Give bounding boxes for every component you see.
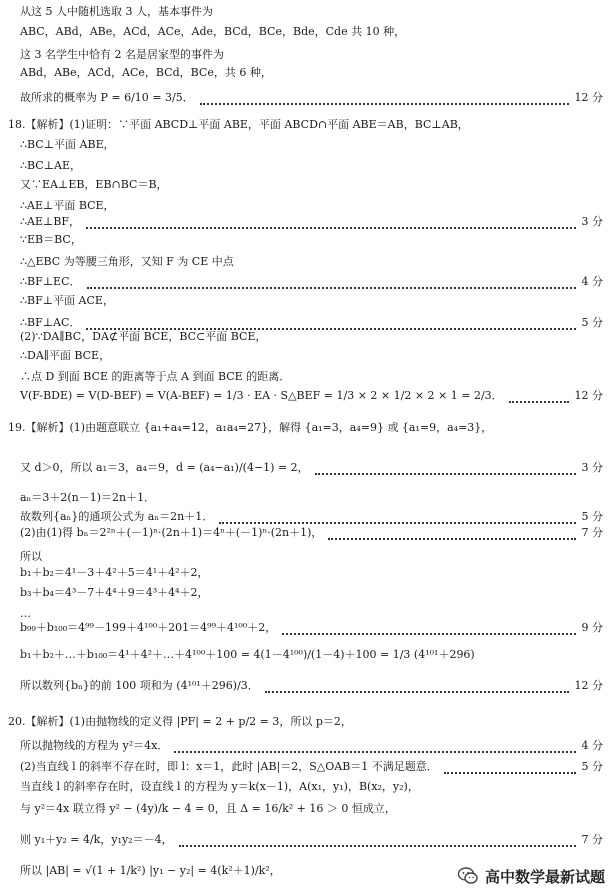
line-text: 故数列{aₙ}的通项公式为 aₙ＝2n＋1． xyxy=(20,510,214,523)
line-text: 所以 |AB| = √(1 + 1/k²) |y₁ − y₂| = 4(k²＋1)/k²， xyxy=(20,864,281,877)
solution-line xyxy=(0,230,613,250)
score-marker: 12 分 xyxy=(574,679,603,692)
line-text: ∴BF⊥EC． xyxy=(20,275,81,288)
solution-line xyxy=(0,618,613,638)
solution-line xyxy=(0,212,613,232)
solution-line xyxy=(0,830,613,850)
solution-line xyxy=(0,676,613,696)
line-text: ∴DA∥平面 BCE， xyxy=(20,349,111,362)
dot-leader xyxy=(174,739,575,753)
score-marker: 4 分 xyxy=(581,275,603,288)
score-marker: 12 分 xyxy=(574,91,603,104)
solution-line xyxy=(0,63,613,83)
solution-line xyxy=(0,488,613,508)
solution-line xyxy=(0,799,613,819)
solution-line xyxy=(0,386,613,406)
solution-line xyxy=(0,22,613,42)
solution-line xyxy=(0,252,613,272)
solution-line xyxy=(0,346,613,366)
line-text: 18.【解析】(1)证明：∵平面 ABCD⊥平面 ABE，平面 ABCD∩平面 ABE＝AB，BC⊥AB， xyxy=(8,118,469,131)
dot-leader xyxy=(86,215,575,229)
dot-leader xyxy=(509,389,569,403)
line-text: ∴AE⊥BF， xyxy=(20,215,81,228)
line-text: 19.【解析】(1)由题意联立 {a₁+a₄=12，a₁a₄=27}，解得 {a₁=3，a₄=9} 或 {a₁=9，a₄=3}， xyxy=(8,421,493,434)
solution-line xyxy=(0,115,613,135)
dot-leader xyxy=(200,91,569,105)
solution-line xyxy=(0,563,613,583)
line-text: (2)当直线 l 的斜率不存在时，即 l：x＝1，此时 |AB|＝2，S△OAB＝1 不满足题意． xyxy=(20,760,438,773)
solution-line xyxy=(0,458,613,478)
line-text: 则 y₁＋y₂ = 4/k，y₁y₂＝－4， xyxy=(20,833,173,846)
watermark-text: 高中数学最新试题 xyxy=(484,867,605,886)
dot-leader xyxy=(179,833,576,847)
line-text: 与 y²＝4x 联立得 y² − (4y)/k − 4 = 0，且 Δ = 16/k² + 16 ＞ 0 恒成立， xyxy=(20,802,396,815)
score-marker: 3 分 xyxy=(581,215,603,228)
solution-line xyxy=(0,736,613,756)
line-text: ∴△EBC 为等腰三角形，又知 F 为 CE 中点 xyxy=(20,255,234,268)
solution-line xyxy=(0,523,613,543)
line-text: 20.【解析】(1)由抛物线的定义得 |PF| = 2 + p/2 = 3，所以 p＝2， xyxy=(8,715,352,728)
solution-line xyxy=(0,175,613,195)
line-text: (2)由(1)得 bₙ＝2²ⁿ＋(－1)ⁿ·(2n＋1)＝4ⁿ＋(－1)ⁿ·(2n＋1)， xyxy=(20,526,323,539)
dot-leader xyxy=(328,526,575,540)
line-text: 故所求的概率为 P = 6/10 = 3/5． xyxy=(20,91,194,104)
line-text: ∴点 D 到面 BCE 的距离等于点 A 到面 BCE 的距离． xyxy=(20,370,291,383)
line-text: 所以 xyxy=(20,550,42,563)
dot-leader xyxy=(219,510,575,524)
line-text: ∴BF⊥平面 ACE， xyxy=(20,294,114,307)
score-marker: 7 分 xyxy=(581,526,603,539)
solution-line xyxy=(0,291,613,311)
line-text: b₁＋b₂＝4¹－3＋4²＋5＝4¹＋4²＋2， xyxy=(20,566,209,579)
line-text: ∴BF⊥AC． xyxy=(20,316,81,329)
solution-line xyxy=(0,156,613,176)
dot-leader xyxy=(265,679,569,693)
score-marker: 5 分 xyxy=(581,510,603,523)
solution-line xyxy=(0,645,613,665)
line-text: ∴BC⊥平面 ABE， xyxy=(20,138,115,151)
solution-line xyxy=(0,777,613,797)
line-text: … xyxy=(20,607,31,620)
solution-line xyxy=(0,712,613,732)
score-marker: 4 分 xyxy=(581,739,603,752)
solution-line xyxy=(0,367,613,387)
score-marker: 5 分 xyxy=(581,760,603,773)
line-text: 这 3 名学生中恰有 2 名是居家型的事件为 xyxy=(20,48,224,61)
line-text: ∵EB＝BC， xyxy=(20,233,82,246)
solution-line xyxy=(0,135,613,155)
line-text: ABd，ABe，ACd，ACe，BCd，BCe，共 6 种， xyxy=(20,66,272,79)
solution-line xyxy=(0,2,613,22)
line-text: (2)∵DA∥BC，DA⊄平面 BCE，BC⊂平面 BCE， xyxy=(20,330,267,343)
score-marker: 9 分 xyxy=(581,621,603,634)
line-text: 从这 5 人中随机选取 3 人，基本事件为 xyxy=(20,5,213,18)
line-text: 又 d＞0，所以 a₁＝3，a₄＝9，d = (a₄−a₁)/(4−1) = 2， xyxy=(20,461,309,474)
solution-line xyxy=(0,583,613,603)
solution-line xyxy=(0,757,613,777)
line-text: 又∵EA⊥EB，EB∩BC＝B， xyxy=(20,178,168,191)
dot-leader xyxy=(444,760,576,774)
line-text: ABC，ABd，ABe，ACd，ACe，Ade，BCd，BCe，Bde，Cde 共 10 种， xyxy=(20,25,406,38)
solution-line xyxy=(0,418,613,438)
line-text: 当直线 l 的斜率存在时，设直线 l 的方程为 y＝k(x－1)，A(x₁，y₁)，B(x₂，y₂)， xyxy=(20,780,419,793)
wechat-icon xyxy=(457,865,479,887)
solution-line xyxy=(0,272,613,292)
line-text: b₃＋b₄＝4³－7＋4⁴＋9＝4³＋4⁴＋2， xyxy=(20,586,209,599)
line-text: ∴BC⊥AE， xyxy=(20,159,82,172)
score-marker: 5 分 xyxy=(581,316,603,329)
score-marker: 12 分 xyxy=(574,389,603,402)
line-text: V(F-BDE) = V(D-BEF) = V(A-BEF) = 1/3 · EA · S△BEF = 1/3 × 2 × 1/2 × 2 × 1 = 2/3． xyxy=(20,389,503,402)
line-text: ∴AE⊥平面 BCE， xyxy=(20,199,115,212)
line-text: 所以抛物线的方程为 y²＝4x． xyxy=(20,739,169,752)
line-text: b₁＋b₂＋…＋b₁₀₀＝4¹＋4²＋…＋4¹⁰⁰＋100 = 4(1－4¹⁰⁰)/(1－4)＋100 = 1/3 (4¹⁰¹＋296) xyxy=(20,648,475,661)
solution-line xyxy=(0,327,613,347)
score-marker: 3 分 xyxy=(581,461,603,474)
dot-leader xyxy=(87,275,576,289)
solution-line xyxy=(0,45,613,65)
wechat-watermark xyxy=(457,865,605,887)
line-text: b₉₉＋b₁₀₀＝4⁹⁹－199＋4¹⁰⁰＋201＝4⁹⁹＋4¹⁰⁰＋2， xyxy=(20,621,277,634)
score-marker: 7 分 xyxy=(581,833,603,846)
dot-leader xyxy=(282,621,575,635)
dot-leader xyxy=(315,461,576,475)
solution-line xyxy=(0,88,613,108)
line-text: 所以数列{bₙ}的前 100 项和为 (4¹⁰¹＋296)/3． xyxy=(20,679,259,692)
line-text: aₙ＝3＋2(n－1)＝2n＋1． xyxy=(20,491,156,504)
